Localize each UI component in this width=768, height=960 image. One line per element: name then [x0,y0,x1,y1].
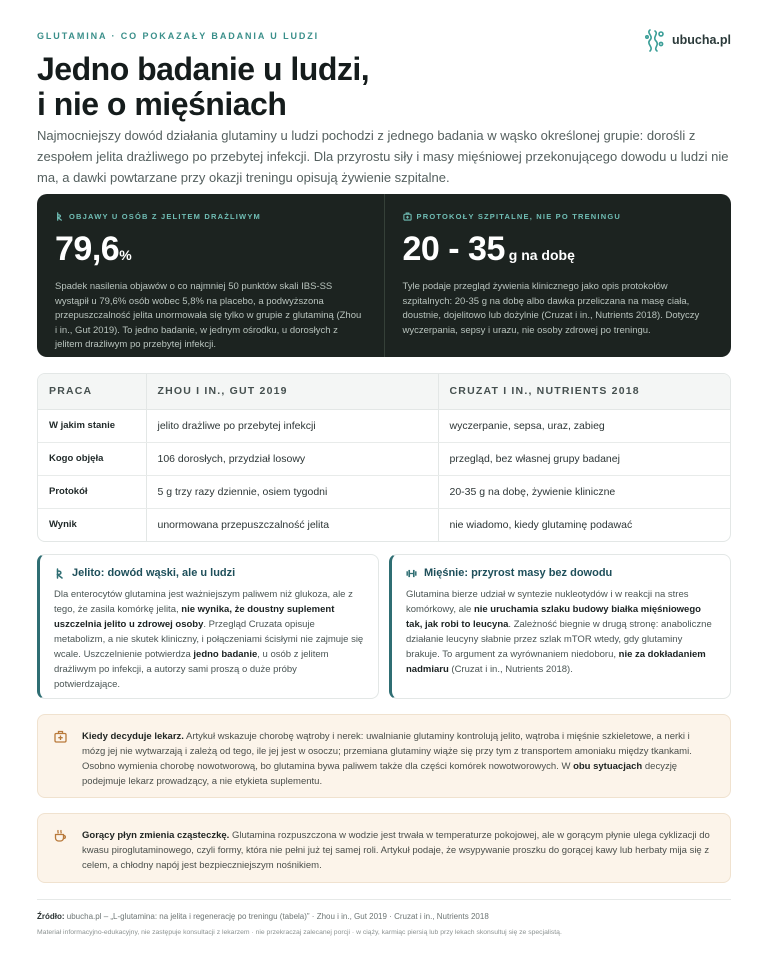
footer-divider [37,899,731,900]
card-text: . Przegląd Cruzata opisuje metabolizm, a nie skutek kliniczny, i połączeniami ścisłymi nie zajmuje się wcale. Uszczelnienie potwierdza [54,619,364,660]
card-text: Dla enterocytów glutamina jest ważniejszym paliwem niż glukoza, ale z tego, że zasila komórkę jelita, [54,589,353,615]
disclaimer: Materiał informacyjno-edukacyjny, nie zastępuje konsultacji z lekarzem · nie przekraczaj zalecanej porcji · w ciąży, karmiąc piersią lub przy lekach skonsultuj się ze specjalistą. [37,929,562,936]
medical-kit-icon [403,212,412,221]
table-header-row [38,374,730,409]
table-cell: 5 g trzy razy dziennie, osiem tygodni [146,475,438,508]
note-emphasis: obu sytuacjach [573,761,643,772]
card-emphasis: jedno badanie [193,649,258,660]
table-header: ZHOU I IN., GUT 2019 [146,374,438,409]
card-emphasis: nie wynika, że doustny suplement uszczelnia jelito u zdrowej osoby [54,604,335,630]
pill-icon [54,568,65,579]
page-title [37,52,557,122]
table-cell: unormowana przepuszczalność jelita [146,508,438,541]
table-row-label: W jakim stanie [38,409,146,442]
table-cell: wyczerpanie, sepsa, uraz, zabieg [438,409,730,442]
table-cell: nie wiadomo, kiedy glutaminę podawać [438,508,730,541]
note-text: Glutamina rozpuszczona w wodzie jest trwała w temperaturze pokojowej, ale w gorącym płynie ulega cyklizacji do kwasu piroglutaminowego, czyli formy, która nie pełni już tej samej roli. Artykuł podaje, że wsypywanie proszku do gorącej kawy lub herbaty mija się z celem, a chłodny napój jest bezpieczniejszym nośnikiem. [82,830,710,871]
source-line [37,912,489,921]
stat-unit: g na dobę [504,247,575,263]
stat-unit: % [119,247,132,263]
card-emphasis: nie za dokładaniem nadmiaru [406,649,706,675]
note-body [82,828,714,873]
title-line-1: Jedno badanie u ludzi, [37,51,370,87]
table-row [38,475,730,508]
dumbbell-icon [406,568,417,579]
note-doctor [37,714,731,798]
table-cell: przegląd, bez własnej grupy badanej [438,442,730,475]
source-label: Źródło: [37,912,65,921]
card-text: Glutamina bierze udział w syntezie nukleotydów i w reakcji na stres komórkowy, ale [406,589,689,615]
card-text: , u osób z jelitem drażliwym po infekcji, a autorzy sami proszą o duże próby potwierdzające. [54,649,329,690]
kombucha-logo-icon [644,27,666,53]
lead-paragraph: Najmocniejszy dowód działania glutaminy u ludzi pochodzi z jednego badania w wąsko określonej grupie: dorośli z zespołem jelita drażliwego po przebytej infekcji. Dla przyrostu siły i masy mięśniowej przekonującego dowodu u ludzi nie ma, a dawki powtarzane przy okazji treningu opisują żywienie szpitalne. [37,128,729,185]
stat-protocols [384,194,732,357]
card-title [54,567,364,579]
note-lead: Kiedy decyduje lekarz. [82,731,184,742]
table-cell: jelito drażliwe po przebytej infekcji [146,409,438,442]
stat-label [403,212,714,221]
table-cell: 20-35 g na dobę, żywienie kliniczne [438,475,730,508]
table-row-label: Kogo objęła [38,442,146,475]
note-text: decyzję podejmuje lekarz prowadzący, a nie etykieta suplementu. [82,761,678,787]
card-title [406,567,716,579]
source-text: ubucha.pl – „L-glutamina: na jelita i regenerację po treningu (tabela)” · Zhou i in., Gut 2019 · Cruzat i in., Nutrients 2018 [64,912,489,921]
stat-label [55,212,366,221]
card-text: . Zależność biegnie w drugą stronę: anaboliczne działanie leucyny słabnie przez szlak mTOR wtedy, gdy glutaminy brakuje. To argument za wyrównaniem niedoboru, [406,619,712,660]
card-muscle [389,554,731,699]
table-header: PRACA [38,374,146,409]
card-gut [37,554,379,699]
note-text: Artykuł wskazuje chorobę wątroby i nerek: uwalnianie glutaminy kontrolują jelito, wątroba i mięśnie szkieletowe, a nerki i mózg jej nie wytwarzają i zależą od tego, ile jej jest w osoczu; przemiana glutaminy wiąże się przy tym z transportem amoniaku między tkankami. Osobno wymienia chorobę nowotworową, bo glutamina bywa paliwem także dla części komórek nowotworowych. W [82,731,692,772]
stat-value [55,231,366,273]
table-row [38,442,730,475]
stats-panel [37,194,731,357]
table-row-label: Wynik [49,519,77,531]
card-body [406,587,716,677]
stat-value [403,231,714,273]
stat-number: 79,6 [55,230,120,268]
note-lead: Gorący płyn zmienia cząsteczkę. [82,830,230,841]
card-title-text: Jelito: dowód wąski, ale u ludzi [72,567,236,579]
stat-description: Spadek nasilenia objawów o co najmniej 50 punktów skali IBS-SS wystąpił u 79,6% osób wobec 5,8% na placebo, a podwyższona przepuszczalność jelita unormowała się tylko w grupie z glutaminą (Zhou i in., Gut 2019). To jedno badanie, w jednym ośrodku, u dorosłych z jelitem drażliwym po przebytej infekcji. [55,281,362,350]
stat-number: 20 - 35 [402,230,505,268]
stat-ibs [37,194,384,357]
logo-text: ubucha.pl [671,33,731,47]
stat-label-text: OBJAWY U OSÓB Z JELITEM DRAŻLIWYM [69,212,261,221]
card-emphasis: nie uruchamia szlaku budowy białka mięśniowego tak, jak robi to leucyna [406,604,701,630]
table-row-label: Protokół [38,475,146,508]
card-body [54,587,364,692]
note-hot-liquid [37,813,731,883]
table-cell: 106 dorosłych, przydział losowy [146,442,438,475]
table-row [38,508,730,541]
table-header: CRUZAT I IN., NUTRIENTS 2018 [438,374,730,409]
note-body [82,729,714,789]
stat-label-text: PROTOKOŁY SZPITALNE, NIE PO TRENINGU [416,212,621,221]
medical-bag-icon [54,730,67,743]
hot-cup-icon [54,829,67,842]
logo[interactable] [644,27,731,53]
table-row [38,409,730,442]
comparison-table [37,373,731,542]
stat-description: Tyle podaje przegląd żywienia klinicznego jako opis protokołów szpitalnych: 20-35 g na dobę albo dawka przeliczana na masę ciała, doustnie, dojelitowo lub dożylnie (Cruzat i in., Nutrients 2018). Dotyczy wyczerpania, sepsy i urazu, nie osoby zdrowej po treningu. [402,281,700,336]
pill-icon [55,212,64,221]
kicker: GLUTAMINA · CO POKAZAŁY BADANIA U LUDZI [37,31,320,41]
card-title-text: Mięśnie: przyrost masy bez dowodu [424,567,613,579]
card-text: (Cruzat i in., Nutrients 2018). [448,664,573,675]
title-line-2: i nie o mięśniach [37,86,287,122]
